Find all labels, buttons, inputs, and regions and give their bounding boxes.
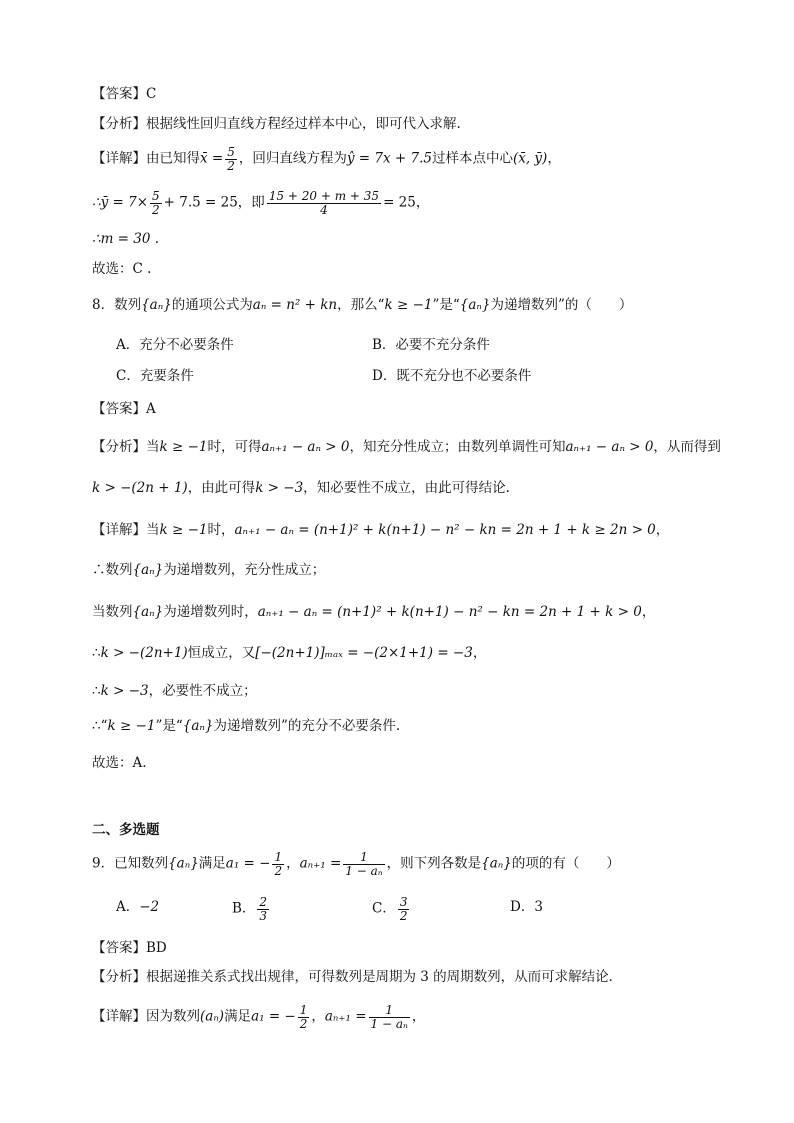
text: ∴ — [92, 683, 101, 699]
q8-option-d — [372, 365, 531, 387]
denominator: 1 − aₙ — [370, 1016, 408, 1031]
text: ∴“ — [92, 718, 108, 734]
text: ，从而得到 — [653, 439, 721, 455]
numerator: 3 — [399, 895, 408, 909]
analysis-tag: 【分析】 — [92, 439, 146, 455]
q8-analysis-line-2 — [92, 477, 702, 499]
q8-detail-line-6 — [92, 715, 702, 737]
formula: k > −3 — [100, 683, 149, 699]
fraction — [398, 896, 410, 922]
text: 的项的有（ ） — [511, 855, 620, 872]
q8-detail-line-3 — [92, 601, 702, 623]
q8-analysis-line-1 — [92, 436, 721, 458]
q8-option-c — [116, 365, 194, 387]
text: ， — [286, 855, 300, 872]
text: ∴ — [92, 645, 101, 661]
option-label: A． — [116, 899, 140, 915]
formula: a₁ = − — [225, 855, 271, 872]
option-label: D． — [510, 899, 535, 915]
formula: {aₙ} — [168, 855, 199, 872]
q9-option-a — [116, 896, 159, 918]
text: ，那么“ — [337, 297, 385, 313]
conclusion-line: 故选：C . — [92, 261, 152, 277]
detail-line-2 — [92, 190, 702, 216]
denominator: 2 — [274, 863, 283, 878]
text: 为递增数列”的充分不必要条件. — [213, 718, 401, 734]
text: 时， — [207, 522, 235, 538]
denominator: 4 — [320, 202, 328, 217]
formula: (aₙ) — [200, 1008, 225, 1025]
text: ，知必要性不成立，由此可得结论. — [303, 480, 510, 496]
text: 为递增数列时， — [163, 604, 258, 620]
text: 满足 — [198, 855, 226, 872]
fraction — [225, 146, 237, 172]
q8-conclusion: 故选：A. — [92, 755, 147, 771]
numerator: 1 — [274, 850, 283, 864]
formula: aₙ₊₁ − aₙ > 0 — [261, 439, 350, 455]
formula: x̄ = — [200, 150, 224, 167]
fraction — [257, 896, 269, 922]
q8-option-b — [372, 334, 490, 356]
formula: ∴ȳ = 7× — [92, 194, 149, 211]
option-label: D． — [372, 368, 397, 384]
text: 因为数列 — [146, 1008, 200, 1025]
text: 过样本点中心 — [431, 150, 513, 167]
text: 恒成立，又 — [187, 645, 256, 661]
formula: k ≥ −1 — [384, 297, 433, 313]
text: 8．数列 — [92, 297, 142, 313]
fraction — [298, 1004, 310, 1030]
option-text: 既不充分也不必要条件 — [396, 368, 532, 384]
option-text: 充分不必要条件 — [139, 337, 234, 353]
formula: k > −3 — [255, 480, 304, 496]
formula: {aₙ} — [132, 562, 164, 578]
question-9-stem — [92, 851, 702, 877]
numerator: 5 — [152, 189, 160, 203]
text: 的通项公式为 — [171, 297, 253, 313]
section-title: 二、多选题 — [92, 822, 160, 838]
detail-line-3: ∴m = 30 . — [92, 231, 160, 247]
detail-tag: 【详解】 — [92, 150, 146, 167]
text: ，则下列各数是 — [386, 855, 482, 872]
q9-answer-line — [92, 937, 702, 959]
answer-tag: 【答案】 — [92, 940, 146, 956]
formula: {aₙ} — [182, 718, 214, 734]
option-label: C． — [116, 368, 140, 384]
formula: aₙ₊₁ − aₙ = (n+1)² + k(n+1) − n² − kn = 2n + 1 + k > 0 — [257, 604, 642, 620]
text: ， — [472, 645, 487, 661]
denominator: 3 — [259, 908, 268, 923]
numerator: 1 — [369, 1004, 410, 1018]
formula: aₙ₊₁ = — [324, 1008, 367, 1025]
q8-answer-line — [92, 398, 702, 420]
numerator: 5 — [227, 145, 235, 159]
formula: {aₙ} — [141, 297, 172, 313]
formula: aₙ₊₁ − aₙ > 0 — [565, 439, 654, 455]
formula: k ≥ −1 — [159, 522, 208, 538]
text: 当数列 — [92, 604, 133, 620]
formula: k ≥ −1 — [107, 718, 156, 734]
q9-analysis-line — [92, 966, 702, 988]
answer-tag: 【答案】 — [92, 401, 146, 417]
q8-detail-line-5 — [92, 680, 702, 702]
answer-value: C — [146, 86, 157, 102]
numerator: 15 + 20 + m + 35 — [268, 189, 380, 203]
formula: aₙ₊₁ = — [299, 855, 342, 872]
option-label: C． — [372, 900, 396, 917]
text: ”是“ — [155, 718, 183, 734]
denominator: 2 — [399, 908, 408, 923]
detail-line-1 — [92, 146, 702, 172]
analysis-tag: 【分析】 — [92, 969, 146, 985]
formula: a₁ = − — [251, 1008, 296, 1025]
denominator: 2 — [152, 202, 160, 217]
text: ， — [311, 1008, 325, 1025]
fraction — [150, 190, 162, 216]
detail-tag: 【详解】 — [92, 1008, 146, 1025]
text: 当 — [146, 439, 160, 455]
formula: [−(2n+1)]ₘₐₓ = −(2×1+1) = −3 — [255, 645, 473, 661]
analysis-text: 根据线性回归直线方程经过样本中心，即可代入求解. — [146, 116, 461, 132]
text: ，回归直线方程为 — [238, 150, 347, 167]
formula: ŷ = 7x + 7.5 — [346, 150, 432, 167]
text: ， — [547, 150, 561, 167]
text: ，必要性不成立； — [148, 683, 257, 699]
text: + 7.5 = 25，即 — [163, 194, 265, 211]
text: ”是“ — [432, 297, 460, 313]
text: 9．已知数列 — [92, 855, 169, 872]
formula: {aₙ} — [481, 855, 512, 872]
text: = 25， — [383, 194, 430, 211]
option-text: 充要条件 — [139, 368, 194, 384]
answer-tag: 【答案】 — [92, 86, 146, 102]
text: 满足 — [224, 1008, 252, 1025]
text: 为递增数列，充分性成立； — [163, 562, 326, 578]
text: 由已知得 — [146, 150, 200, 167]
text: ，由此可得 — [187, 480, 256, 496]
denominator: 2 — [299, 1016, 308, 1031]
text: 为递增数列”的（ ） — [490, 297, 633, 313]
text: ，知充分性成立；由数列单调性可知 — [349, 439, 566, 455]
option-text: 3 — [534, 899, 543, 915]
question-8-stem — [92, 294, 702, 316]
text: ∴数列 — [92, 562, 133, 578]
formula: k > −(2n+1) — [100, 645, 188, 661]
option-text: −2 — [139, 899, 160, 915]
answer-value: BD — [146, 940, 167, 956]
q8-detail-line-4 — [92, 642, 702, 664]
formula: (x̄, ȳ) — [512, 150, 548, 167]
numerator: 1 — [299, 1003, 308, 1017]
formula: {aₙ} — [132, 604, 164, 620]
analysis-text: 根据递推关系式找出规律，可得数列是周期为 3 的周期数列，从而可求解结论． — [146, 969, 623, 985]
formula: aₙ₊₁ − aₙ = (n+1)² + k(n+1) − n² − kn = 2n + 1 + k ≥ 2n > 0 — [234, 522, 656, 538]
formula: {aₙ} — [459, 297, 491, 313]
option-label: B． — [372, 337, 396, 353]
detail-tag: 【详解】 — [92, 522, 146, 538]
answer-line-1 — [92, 83, 702, 105]
q9-option-d — [510, 896, 543, 918]
analysis-line-1 — [92, 113, 702, 135]
text: 时，可得 — [207, 439, 262, 455]
q9-option-c — [372, 896, 411, 922]
fraction — [267, 190, 381, 216]
text: ， — [411, 1008, 426, 1025]
q8-option-a — [116, 334, 234, 356]
q8-detail-line-1 — [92, 519, 702, 541]
answer-value: A — [146, 401, 156, 417]
option-label: A． — [116, 337, 140, 353]
numerator: 1 — [343, 851, 384, 865]
formula: aₙ = n² + kn — [252, 297, 338, 313]
analysis-tag: 【分析】 — [92, 116, 146, 132]
denominator: 2 — [227, 158, 235, 173]
fraction — [272, 851, 284, 877]
numerator: 2 — [259, 895, 268, 909]
q9-detail-line — [92, 1004, 702, 1030]
option-text: 必要不充分条件 — [395, 337, 490, 353]
formula: k ≥ −1 — [159, 439, 208, 455]
formula: k > −(2n + 1) — [92, 480, 188, 496]
text: 当 — [146, 522, 160, 538]
q9-option-b — [232, 896, 271, 922]
text: ， — [655, 522, 670, 538]
text: ， — [641, 604, 656, 620]
fraction — [343, 851, 384, 877]
q8-detail-line-2 — [92, 559, 702, 581]
option-label: B． — [232, 900, 256, 917]
fraction — [369, 1004, 410, 1030]
denominator: 1 − aₙ — [345, 863, 383, 878]
